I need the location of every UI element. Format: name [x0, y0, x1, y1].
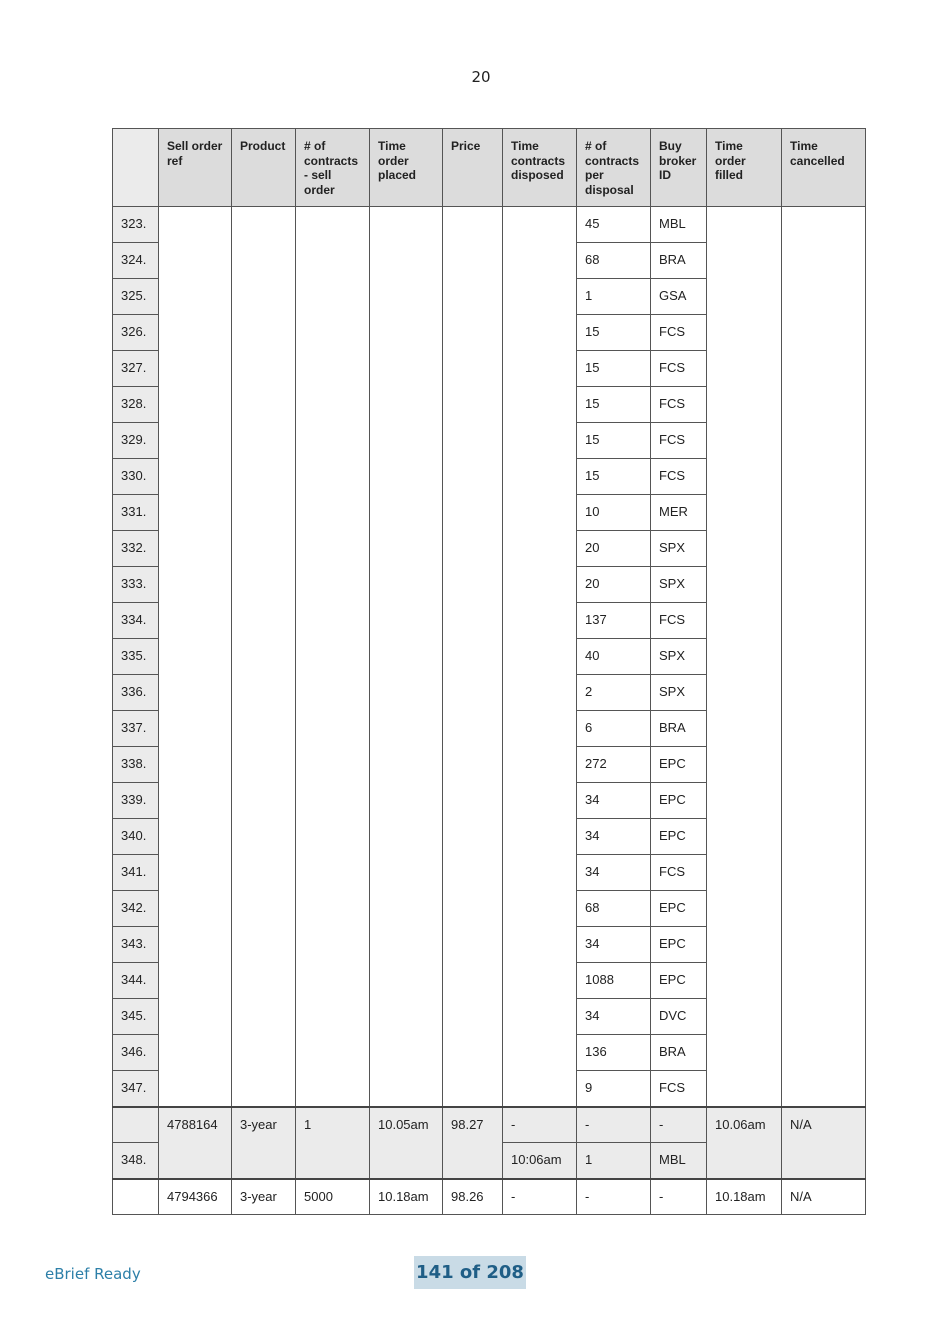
row-index: 338. [113, 747, 159, 783]
buy-broker-id: - [651, 1179, 707, 1215]
header-sell-order-ref: Sell order ref [159, 129, 232, 207]
row-index: 342. [113, 891, 159, 927]
price: 98.27 [443, 1107, 503, 1179]
contracts-per-disposal: 34 [577, 927, 651, 963]
time-cancelled: N/A [782, 1107, 866, 1179]
time-cancelled [782, 207, 866, 1107]
contracts-sell-order [296, 207, 370, 1107]
buy-broker-id: SPX [651, 639, 707, 675]
row-index [113, 1179, 159, 1215]
sell-order-ref: 4794366 [159, 1179, 232, 1215]
buy-broker-id: BRA [651, 243, 707, 279]
row-index: 335. [113, 639, 159, 675]
contracts-sell-order: 1 [296, 1107, 370, 1179]
time-order-placed [370, 207, 443, 1107]
row-index: 345. [113, 999, 159, 1035]
contracts-per-disposal: 136 [577, 1035, 651, 1071]
time-order-filled [707, 207, 782, 1107]
buy-broker-id: DVC [651, 999, 707, 1035]
header-contracts-per-disposal: # of contracts per disposal [577, 129, 651, 207]
header-time-contracts-disposed: Time contracts disposed [503, 129, 577, 207]
header-index [113, 129, 159, 207]
buy-broker-id: SPX [651, 531, 707, 567]
time-contracts-disposed [503, 207, 577, 1107]
page-counter: 141 of 208 [414, 1256, 526, 1289]
row-index: 348. [113, 1143, 159, 1179]
contracts-per-disposal: 34 [577, 999, 651, 1035]
price: 98.26 [443, 1179, 503, 1215]
row-index: 333. [113, 567, 159, 603]
sell-order-ref [159, 207, 232, 1107]
buy-broker-id: FCS [651, 459, 707, 495]
contracts-per-disposal: 1 [577, 1143, 651, 1179]
row-index: 343. [113, 927, 159, 963]
header-time-cancelled: Time cancelled [782, 129, 866, 207]
buy-broker-id: GSA [651, 279, 707, 315]
row-index: 325. [113, 279, 159, 315]
buy-broker-id: MBL [651, 207, 707, 243]
buy-broker-id: FCS [651, 315, 707, 351]
time-order-placed: 10.05am [370, 1107, 443, 1179]
time-contracts-disposed: - [503, 1107, 577, 1143]
contracts-per-disposal: 9 [577, 1071, 651, 1107]
row-index: 346. [113, 1035, 159, 1071]
row-index: 332. [113, 531, 159, 567]
buy-broker-id: EPC [651, 927, 707, 963]
price [443, 207, 503, 1107]
row-index: 334. [113, 603, 159, 639]
contracts-per-disposal: 15 [577, 351, 651, 387]
contracts-sell-order: 5000 [296, 1179, 370, 1215]
contracts-per-disposal: - [577, 1107, 651, 1143]
time-contracts-disposed: - [503, 1179, 577, 1215]
row-index: 328. [113, 387, 159, 423]
time-contracts-disposed: 10:06am [503, 1143, 577, 1179]
header-time-order-placed: Time order placed [370, 129, 443, 207]
buy-broker-id: EPC [651, 783, 707, 819]
buy-broker-id: SPX [651, 567, 707, 603]
contracts-per-disposal: 1088 [577, 963, 651, 999]
row-index: 339. [113, 783, 159, 819]
table-row [113, 1179, 866, 1215]
row-index: 344. [113, 963, 159, 999]
row-index: 341. [113, 855, 159, 891]
product [232, 207, 296, 1107]
product: 3-year [232, 1107, 296, 1179]
order-group-a [113, 1107, 866, 1179]
row-index: 336. [113, 675, 159, 711]
order-group-b [113, 1179, 866, 1215]
header-price: Price [443, 129, 503, 207]
sell-order-ref: 4788164 [159, 1107, 232, 1179]
row-index [113, 1107, 159, 1143]
header-row [113, 129, 866, 207]
row-index: 324. [113, 243, 159, 279]
time-order-filled: 10.18am [707, 1179, 782, 1215]
contracts-per-disposal: 34 [577, 783, 651, 819]
contracts-per-disposal: 20 [577, 567, 651, 603]
time-order-filled: 10.06am [707, 1107, 782, 1179]
orders-table [112, 128, 866, 1215]
row-index: 330. [113, 459, 159, 495]
contracts-per-disposal: 34 [577, 855, 651, 891]
contracts-per-disposal: 15 [577, 387, 651, 423]
row-index: 329. [113, 423, 159, 459]
buy-broker-id: MER [651, 495, 707, 531]
contracts-per-disposal: 40 [577, 639, 651, 675]
contracts-per-disposal: 45 [577, 207, 651, 243]
ebrief-logo: eBrief Ready [45, 1265, 141, 1283]
contracts-per-disposal: 34 [577, 819, 651, 855]
row-index: 337. [113, 711, 159, 747]
buy-broker-id: FCS [651, 423, 707, 459]
buy-broker-id: EPC [651, 891, 707, 927]
contracts-per-disposal: 68 [577, 891, 651, 927]
contracts-per-disposal: - [577, 1179, 651, 1215]
buy-broker-id: FCS [651, 603, 707, 639]
contracts-per-disposal: 15 [577, 459, 651, 495]
row-index: 327. [113, 351, 159, 387]
contracts-per-disposal: 20 [577, 531, 651, 567]
header-buy-broker-id: Buy broker ID [651, 129, 707, 207]
buy-broker-id: FCS [651, 855, 707, 891]
contracts-per-disposal: 10 [577, 495, 651, 531]
buy-broker-id: FCS [651, 1071, 707, 1107]
contracts-per-disposal: 6 [577, 711, 651, 747]
row-index: 326. [113, 315, 159, 351]
buy-broker-id: FCS [651, 351, 707, 387]
contracts-per-disposal: 15 [577, 315, 651, 351]
disposal-rows [113, 207, 866, 1107]
time-cancelled: N/A [782, 1179, 866, 1215]
contracts-per-disposal: 137 [577, 603, 651, 639]
contracts-per-disposal: 15 [577, 423, 651, 459]
contracts-per-disposal: 1 [577, 279, 651, 315]
buy-broker-id: BRA [651, 1035, 707, 1071]
buy-broker-id: BRA [651, 711, 707, 747]
row-index: 347. [113, 1071, 159, 1107]
header-contracts-sell-order: # of contracts - sell order [296, 129, 370, 207]
row-index: 323. [113, 207, 159, 243]
contracts-per-disposal: 272 [577, 747, 651, 783]
contracts-per-disposal: 2 [577, 675, 651, 711]
buy-broker-id: MBL [651, 1143, 707, 1179]
table-row [113, 207, 866, 243]
buy-broker-id: EPC [651, 747, 707, 783]
buy-broker-id: EPC [651, 819, 707, 855]
buy-broker-id: SPX [651, 675, 707, 711]
page-number: 20 [471, 68, 491, 86]
row-index: 340. [113, 819, 159, 855]
table-row [113, 1107, 866, 1143]
header-time-order-filled: Time order filled [707, 129, 782, 207]
row-index: 331. [113, 495, 159, 531]
contracts-per-disposal: 68 [577, 243, 651, 279]
time-order-placed: 10.18am [370, 1179, 443, 1215]
buy-broker-id: - [651, 1107, 707, 1143]
header-product: Product [232, 129, 296, 207]
buy-broker-id: FCS [651, 387, 707, 423]
product: 3-year [232, 1179, 296, 1215]
buy-broker-id: EPC [651, 963, 707, 999]
